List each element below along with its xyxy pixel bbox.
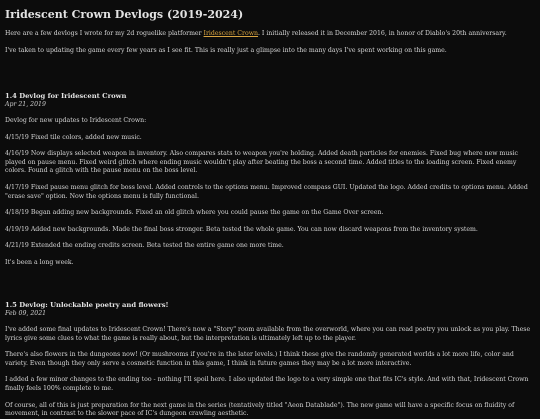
intro-text-after: . I initially released it in December 2016, in honor of Diablo's 20th anniversary. [257,30,507,38]
intro-text-before: Here are a few devlogs I wrote for my 2d roguelike platformer [5,30,204,38]
post-title: 1.5 Devlog: Unlockable poetry and flowers! [5,301,169,310]
post-paragraph: 4/16/19 Now displays selected weapon in inventory. Also compares stats to weapon you're holding. Added death particles for enemies. Fixed bug where new music played on pause menu. Fixed weird glitch where ending music wouldn't play after beating the boss a second time. Added titles to the loading screen. Fixed enemy colors. Found a glitch with the pause menu on the boss level. [5,150,518,175]
post-date: Feb 09, 2021 [5,309,47,317]
intro-paragraph [5,30,536,39]
post-paragraph: There's also flowers in the dungeons now! (Or mushrooms if you're in the later levels.) I think these give the randomly generated worlds a lot more life, color and variety. Even though they only serve a cosmetic function in this game, I think in future games they may be a lot more interactive. [5,351,514,367]
game-link[interactable]: Iridescent Crown [203,30,258,38]
post-paragraph: Of course, all of this is just preparation for the next game in the series (tentatively titled "Aeon Datablade"). The new game will have a specific focus on fluidity of movement, in contrast to the slower pace of IC's dungeon crawling aesthetic. [5,401,515,418]
devlog-post-1-4 [5,92,536,267]
post-paragraph: 4/18/19 Began adding new backgrounds. Fixed an old glitch where you could pause the game on the Game Over screen. [5,209,384,217]
post-paragraph: 4/21/19 Extended the ending credits screen. Beta tested the entire game one more time. [5,242,284,250]
post-paragraph: I added a few minor changes to the ending too - nothing I'll spoil here. I also updated the logo to a very simple one that fits IC's style. And with that, Iridescent Crown finally feels 100% complete to me. [5,376,529,392]
post-title: 1.4 Devlog for Iridescent Crown [5,92,127,101]
post-paragraph: 4/17/19 Fixed pause menu glitch for boss level. Added controls to the options menu. Improved compass GUI. Updated the logo. Added credits to options menu. Added "erase save" option. Now the options menu is fully functional. [5,183,528,200]
post-paragraph: I've added some final updates to Iridescent Crown! There's now a "Story" room available from the overworld, where you can read poetry you unlock as you play. These lyrics give some clues to what the game is really about, but the interpretation is ultimately left up to the player. [5,326,531,342]
page-title: Iridescent Crown Devlogs (2019-2024) [5,8,244,21]
post-paragraph: It's been a long week. [5,258,74,266]
post-paragraph: Devlog for new updates to Iridescent Crown: [5,117,147,125]
post-date: Apr 21, 2019 [5,100,46,108]
intro-paragraph-2: I've taken to updating the game every few years as I see fit. This is really just a glimpse into the many days I've spent working on this game. [5,46,447,54]
post-paragraph: 4/19/19 Added new backgrounds. Made the final boss stronger. Beta tested the whole game. You can now discard weapons from the inventory system. [5,225,478,233]
post-paragraph: 4/15/19 Fixed tile colors, added new music. [5,133,142,141]
devlog-post-1-5 [5,301,536,418]
